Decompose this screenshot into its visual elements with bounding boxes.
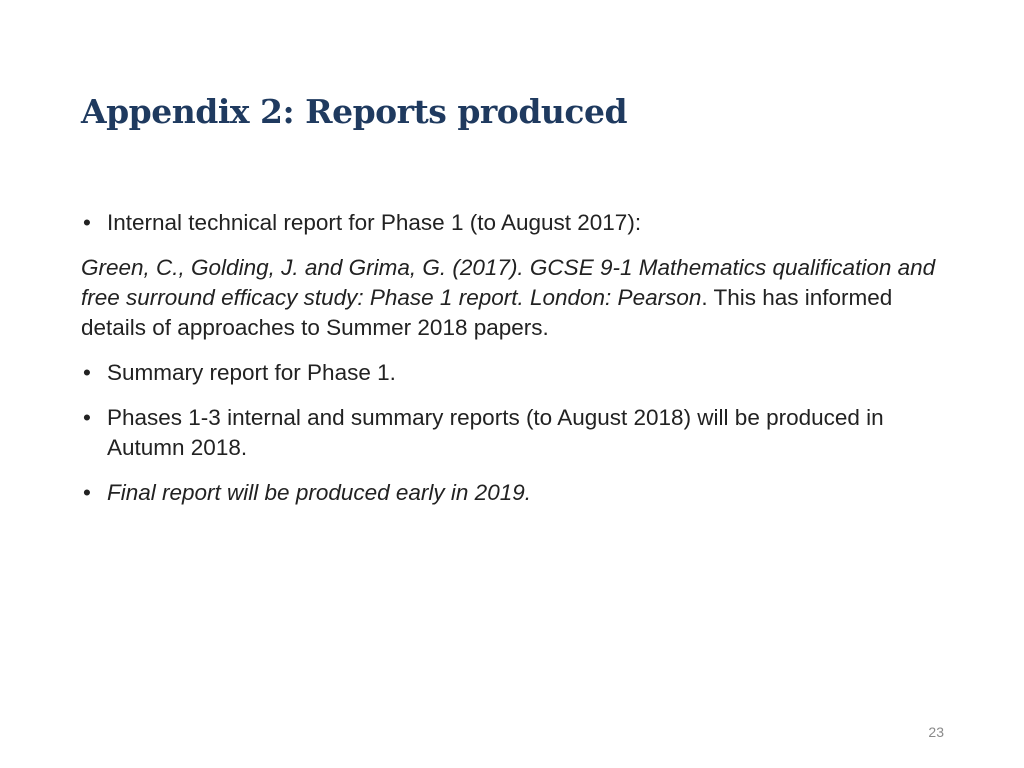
bullet-phases-report — [81, 403, 961, 463]
reference-citation: Green, C., Golding, J. and Grima, G. (2017). GCSE 9-1 Mathematics qualification and free surround efficacy study: Phase 1 report. London: Pearson — [81, 255, 936, 310]
reference-paragraph — [81, 253, 961, 343]
bullet-internal-report-text: Internal technical report for Phase 1 (to August 2017): — [107, 210, 642, 235]
bullet-summary-report-text: Summary report for Phase 1. — [107, 360, 396, 385]
reference-note: . This has informed details of approaches to Summer 2018 papers. — [81, 285, 893, 340]
slide-body — [81, 208, 961, 523]
bullet-dot: • — [83, 405, 91, 430]
bullet-internal-report — [81, 208, 961, 238]
bullet-final-report-text: Final report will be produced early in 2019. — [107, 480, 531, 505]
slide-title: Appendix 2: Reports produced — [81, 92, 628, 131]
bullet-dot: • — [83, 210, 91, 235]
bullet-final-report — [81, 478, 961, 508]
page-number: 23 — [928, 724, 944, 740]
bullet-summary-report — [81, 358, 961, 388]
bullet-phases-report-text: Phases 1-3 internal and summary reports (to August 2018) will be produced in Autumn 2018. — [107, 405, 884, 460]
bullet-dot: • — [83, 480, 91, 505]
bullet-dot: • — [83, 360, 91, 385]
